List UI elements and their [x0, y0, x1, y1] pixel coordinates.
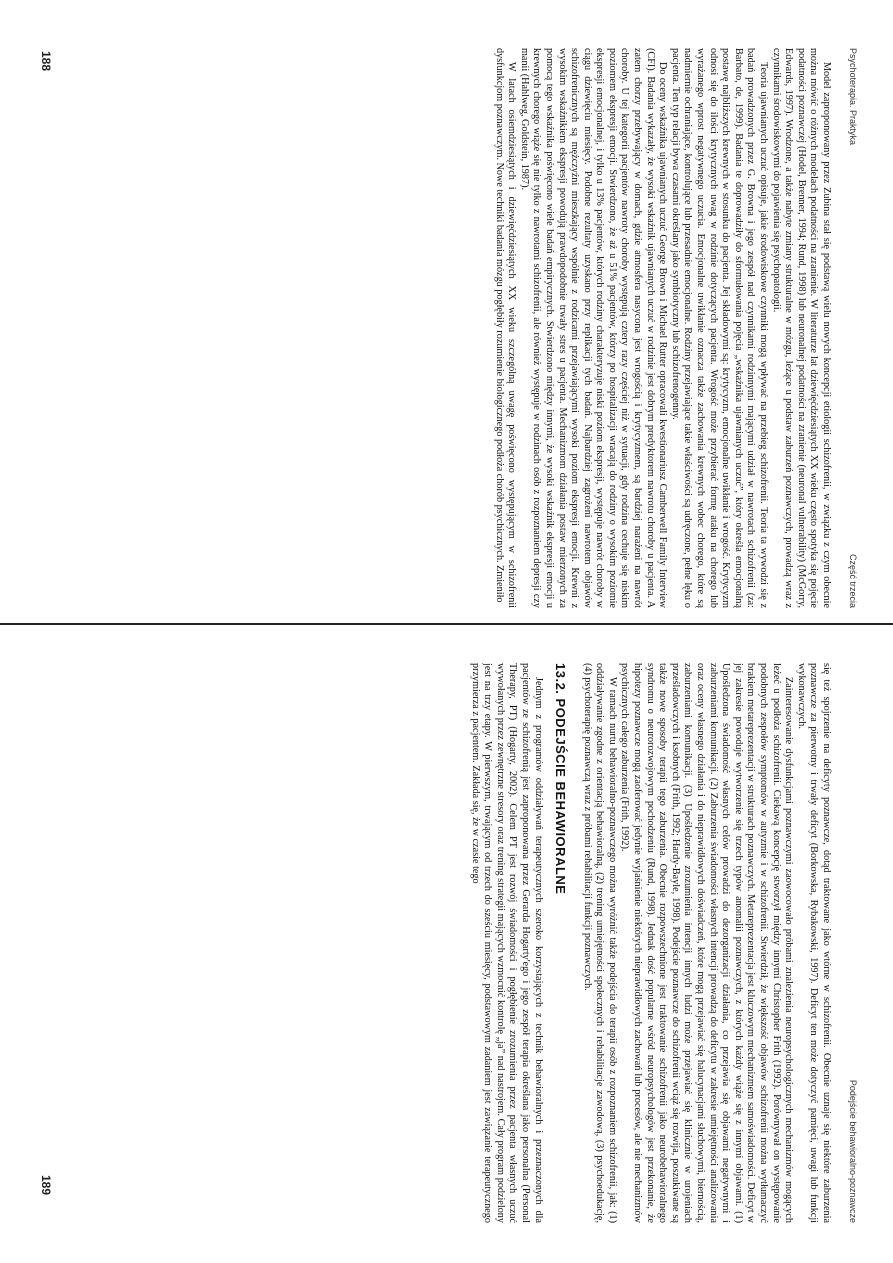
paragraph: Model zaproponowany przez Zubina stał się podstawą wielu nowych koncepcji etiologii schizofrenii, w związku z czym obecnie można mówić o różnych modelach podatności na zranienie. W literaturze lat dziewięćdziesiątych XX wieku często spotyka się pojęcie podatności poznawczej (Hodel, Brenner, 1994; Rund, 1998) lub neuronalnej podatności na zranienie (neuronal vulnerability) (McGorry, Edwards, 1997). Wrodzone, a także nabyte zmiany strukturalne w mózgu, leżące u podstaw zaburzeń poznawczych, prowadzą wraz z czynnikami środowiskowymi do pojawienia się psychopatologii.: [770, 48, 832, 608]
paragraph: W latach osiemdziesiątych i dziewięćdziesiątych XX wieku szczególną uwagę poświęcono występującym w schizofrenii dysfunkcjom poznawczym. Nowe techniki badania mózgu pogłębiły rozumienie biologicznego podłoża chorób psychicznych. Zmieniło: [493, 48, 518, 608]
paragraph: Zainteresowanie dysfunkcjami poznawczymi zaowocowało próbami znalezienia neuropsychologicznych mechanizmów mogących leżeć u podłoża schizofrenii. Ciekawą koncepcję stworzył między innymi Christopher Frith (1992). Porównywał on występowanie podobnych zespołów symptomów w autyzmie i w schizofrenii. Stwierdził, że większość objawów schizofrenii można wytłumaczyć brakiem metareprezentacji w strukturach poznawczych. Metareprezentacja jest kluczowym mechanizmem samoświadomości. Deficyt w jej zakresie powoduje wytworzenie się trzech typów anomalii poznawczych, z których każdy wiąże się z innymi objawami. (1) Upośledzona świadomość własnych celów prowadzi do dezorganizacji działania, co przejawia się objawami negatywnymi i zaburzeniami komunikacji. (2) Zaburzenia świadomości własnych intencji prowadzą do deficytu w zakresie umiejętności analizowania oraz oceny własnego działania i do nieprawidłowych doświadczeń, które mogą przejawiać się halucynacjami słuchowymi, biernością, zaburzeniami komunikacji. (3) Upośledzenie zrozumienia intencji innych ludzi może przejawiać się klinicznie w urojeniach prześladowczych i ksobnych (Frith, 1992; Hardy-Bayle, 1998). Podejście poznawcze do schizofrenii wciąż się rozwija, poszukiwane są także nowe sposoby terapii tego zaburzenia. Obecnie rozpowszechnione jest traktowanie schizofrenii jako neurobehawioralnego syndromu o neurorozwojowym pochodzeniu (Rund, 1998). Jednak dość popularne wśród neuropsychologów jest przekonanie, że hipotezy poznawcze mogą zaoferować jedynie wyjaśnienie niektórych nieprawidłowych zachowań lub procesów, ale nie mechanizmów psychicznych całego zaburzenia (Frith, 1992).: [619, 663, 795, 1223]
header-left: Psychoterapia. Praktyka: [848, 48, 858, 146]
page-number-189: [36, 1174, 56, 1196]
header-right: Część trzecia: [848, 553, 858, 608]
paragraph: W ramach nurtu behawioralno-poznawczego można wyróżnić także podejścia do terapii osób z rozpoznaniem schizofrenii, jak: (1) oddziaływanie zgodne z orientacją behawioralną, (2) trening umiejętności społecznych i rehabilitacje zawodową, (3) psychoedukację, (4) psychoterapię poznawczą wraz z próbami rehabilitacji funkcji poznawczych.: [581, 663, 618, 1223]
section-heading: 13.2. PODEJŚCIE BEHAWIORALNE: [553, 663, 569, 895]
page-188: [58, 48, 858, 608]
page-gutter-line: [0, 623, 893, 625]
page-number-188: [36, 50, 56, 72]
paragraph: Jednym z programów oddziaływań terapeutycznych szeroko korzystających z technik behawioralnych i przeznaczonych dla pacjentów ze schizofrenią jest zaproponowana przez Gerarda Hogarty'ego i jego zespół terapia określana jako personalna (Personal Therapy, PT) (Hogarty, 2002). Celem PT jest rozwój świadomości i pogłębienie zrozumienia przez pacjenta własnych uczuć wywołanych przez zewnętrzne stresory oraz trening strategii mających wzmocnić kontrolę „ja” nad nastrojem. Cały program podzielony jest na trzy etapy. W pierwszym, trwającym od trzech do sześciu miesięcy, podstawowym zadaniem jest zawiązanie terapeutycznego przymierza z pacjentem. Zakłada się, że w czasie tego: [469, 663, 544, 1223]
header-right: Podejście behawioralno-poznawcze: [848, 1079, 858, 1223]
page-body: [58, 48, 832, 608]
page-body: [58, 663, 832, 1223]
page-number: 188: [39, 50, 54, 72]
running-head: [844, 663, 858, 1223]
paragraph: się też spojrzenie na deficyty poznawcze, dotąd traktowane jako wtórne w schizofrenii. Obecnie uznaje się niektóre zaburzenia poznawcze za pierwotny i trwały deficyt (Borkowska, Rybakowski, 1997). Deficyt ten może dotyczyć pamięci, uwagi lub funkcji wykonawczych.: [795, 663, 832, 1223]
running-head: [844, 48, 858, 608]
page-number: 189: [39, 1174, 54, 1196]
paragraph: Do oceny wskaźnika ujawnianych uczuć George Brown i Michael Rutter opracowali kwestionariusz Camberwell Family Interview (CFI). Badania wykazały, że wysoki wskaźnik ujawnianych uczuć w rodzinie jest dobrym predyktorem nawrotu choroby u pacjenta. A zatem chorzy przebywający w domach, gdzie atmosfera nasycona jest wrogością i krytycyzmem, są bardziej narażeni na nawrót choroby. U tej kategorii pacjentów nawroty choroby występują cztery razy częściej niż w sytuacji, gdy rodzina cechuje się niskim poziomem ekspresji emocji. Stwierdzono, że aż u 51% pacjentów, którzy po hospitalizacji wracają do rodziny o wysokim poziomie ekspresji emocjonalnej, i tylko u 13% pacjentów, których rodziny charakteryzuje niski poziom ekspresji, występuje nawrót choroby w ciągu dziewięciu miesięcy. Podobne rezultaty uzyskano przy replikacji tych badań. Najbardziej zagrożeni nawrotem objawów schizofrenicznych są mężczyźni mieszkający wspólnie z rodzicami przejawiającymi wysoki poziom ekspresji emocji. Krewni z wysokim wskaźnikiem ekspresji powodują prawdopodobnie trwały stres u pacjenta. Mechanizmom działania postaw mierzonych za pomocą tego wskaźnika poświęcono wiele badań empirycznych. Stwierdzono między innymi, że wysoki wskaźnik ekspresji emocji u krewnych chorego wiąże się nie tylko z nawrotami schizofrenii, ale również występuje w rodzinach osób z rozpoznaniem depresji czy manii (Hahlweg, Goldstein, 1987).: [518, 48, 669, 608]
page-189: [58, 663, 858, 1223]
paragraph: Teoria ujawnianych uczuć opisuje, jakie środowiskowe czynniki mogą wpływać na przebieg schizofrenii. Teoria ta wywodzi się z badań prowadzonych przez G. Browna i jego zespół nad czynnikami rodzinnymi mającymi udział w nawrotach schizofrenii (za: Barbato, de, 1999). Badania te doprowadziły do sformułowania pojęcia „wskaźnika ujawnianych uczuć”, który określa emocjonalną postawę najbliższych krewnych w stosunku do pacjenta. Jej składowymi są: krytycyzm, emocjonalne uwikłanie i wrogość. Krytycyzm odnosi się do ilości krytycznych uwag w rodzinie dotyczących pacjenta. Wrogość może przybierać formę ataku na chorego lub wyrażanego wprost negatywnego uczucia. Emocjonalne uwikłanie oznacza także zachowania krewnych wobec chorego, które są nadmiernie ochraniające, kontrolujące lub przesadnie emocjonalne. Rodziny przejawiające takie właściwości są udręczone, pełne lęku o pacjenta. Ten typ relacji bywa czasami określany jako symbiotyczny lub schizofrenogenny.: [669, 48, 770, 608]
